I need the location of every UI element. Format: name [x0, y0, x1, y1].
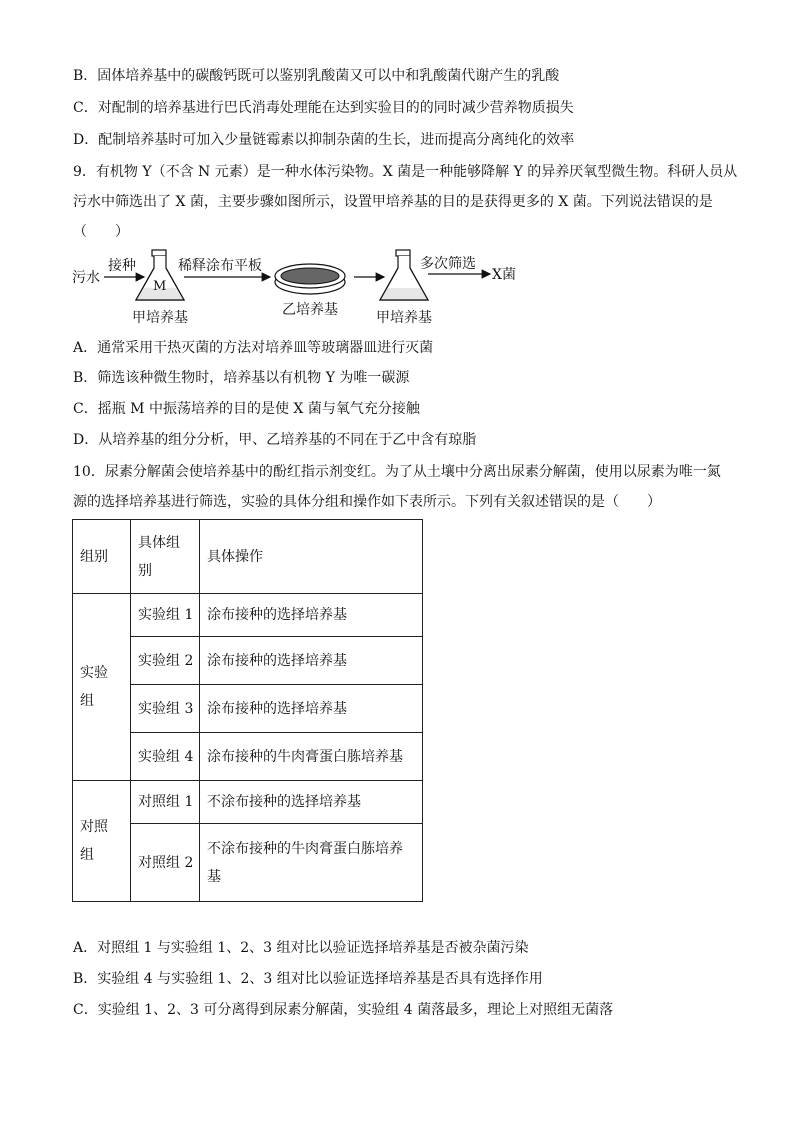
step-screen-label: 多次筛选 — [420, 256, 476, 272]
header-group: 组别 — [73, 520, 131, 594]
q8-option-b: B．固体培养基中的碳酸钙既可以鉴别乳酸菌又可以中和乳酸菌代谢产生的乳酸 — [73, 68, 560, 84]
q9-stem-line-1: 9．有机物 Y（不含 N 元素）是一种水体污染物。X 菌是一种能够降解 Y 的异养厌氧型微生物。科研人员从 — [73, 164, 738, 180]
q10-stem-line-2: 源的选择培养基进行筛选，实验的具体分组和操作如下表所示。下列有关叙述错误的是（ ） — [73, 494, 661, 510]
q10-operations-table — [72, 519, 423, 902]
experimental-group-label: 实验 组 — [73, 594, 131, 781]
q9-option-a: A．通常采用干热灭菌的方法对培养皿等玻璃器皿进行灭菌 — [73, 340, 434, 356]
flask1-caption: 甲培养基 — [132, 310, 188, 326]
q10-option-b: B．实验组 4 与实验组 1、2、3 组对比以验证选择培养基是否具有选择作用 — [73, 971, 543, 987]
petri-dish-icon — [275, 264, 345, 294]
table-row — [73, 781, 423, 824]
q9-stem-line-2: 污水中筛选出了 X 菌，主要步骤如图所示，设置甲培养基的目的是获得更多的 X 菌。下列说法错误的是 — [73, 194, 713, 210]
q9-procedure-diagram — [72, 246, 532, 332]
dish-caption: 乙培养基 — [282, 302, 338, 318]
row-name: 实验组 3 — [131, 685, 200, 733]
q8-option-c: C．对配制的培养基进行巴氏消毒处理能在达到实验目的的同时减少营养物质损失 — [73, 100, 574, 116]
q8-option-d: D．配制培养基时可加入少量链霉素以抑制杂菌的生长，进而提高分离纯化的效率 — [73, 132, 575, 148]
row-operation: 不涂布接种的牛肉膏蛋白胨培养 基 — [200, 824, 423, 902]
q9-option-d: D．从培养基的组分分析，甲、乙培养基的不同在于乙中含有琼脂 — [73, 432, 477, 448]
q10-option-c: C．实验组 1、2、3 可分离得到尿素分解菌，实验组 4 菌落最多，理论上对照组无菌落 — [73, 1002, 614, 1018]
step-spread-label: 稀释涂布平板 — [178, 258, 262, 274]
flask-m-label: M — [153, 279, 167, 294]
q9-option-c: C．摇瓶 M 中振荡培养的目的是使 X 菌与氧气充分接触 — [73, 401, 420, 417]
flask2-caption: 甲培养基 — [376, 310, 432, 326]
table-header-row — [73, 520, 423, 594]
q10-stem-line-1: 10．尿素分解菌会使培养基中的酚红指示剂变红。为了从土壤中分离出尿素分解菌，使用以尿素为唯一氮 — [73, 464, 721, 480]
table-row — [73, 594, 423, 637]
control-group-label: 对照 组 — [73, 781, 131, 902]
row-operation: 涂布接种的选择培养基 — [200, 637, 423, 685]
step-inoculate-label: 接种 — [108, 258, 136, 274]
q9-answer-blank: （ ） — [73, 224, 129, 240]
row-operation: 涂布接种的选择培养基 — [200, 594, 423, 637]
row-name: 实验组 1 — [131, 594, 200, 637]
header-subgroup: 具体组 别 — [131, 520, 200, 594]
source-label: 污水 — [72, 270, 100, 286]
row-name: 对照组 2 — [131, 824, 200, 902]
header-operation: 具体操作 — [200, 520, 423, 594]
row-name: 实验组 4 — [131, 733, 200, 781]
row-name: 对照组 1 — [131, 781, 200, 824]
row-operation: 涂布接种的牛肉膏蛋白胨培养基 — [200, 733, 423, 781]
row-name: 实验组 2 — [131, 637, 200, 685]
row-operation: 不涂布接种的选择培养基 — [200, 781, 423, 824]
row-operation: 涂布接种的选择培养基 — [200, 685, 423, 733]
q9-option-b: B．筛选该种微生物时，培养基以有机物 Y 为唯一碳源 — [73, 370, 410, 386]
q10-option-a: A．对照组 1 与实验组 1、2、3 组对比以验证选择培养基是否被杂菌污染 — [73, 940, 529, 956]
result-label: X菌 — [492, 267, 516, 283]
